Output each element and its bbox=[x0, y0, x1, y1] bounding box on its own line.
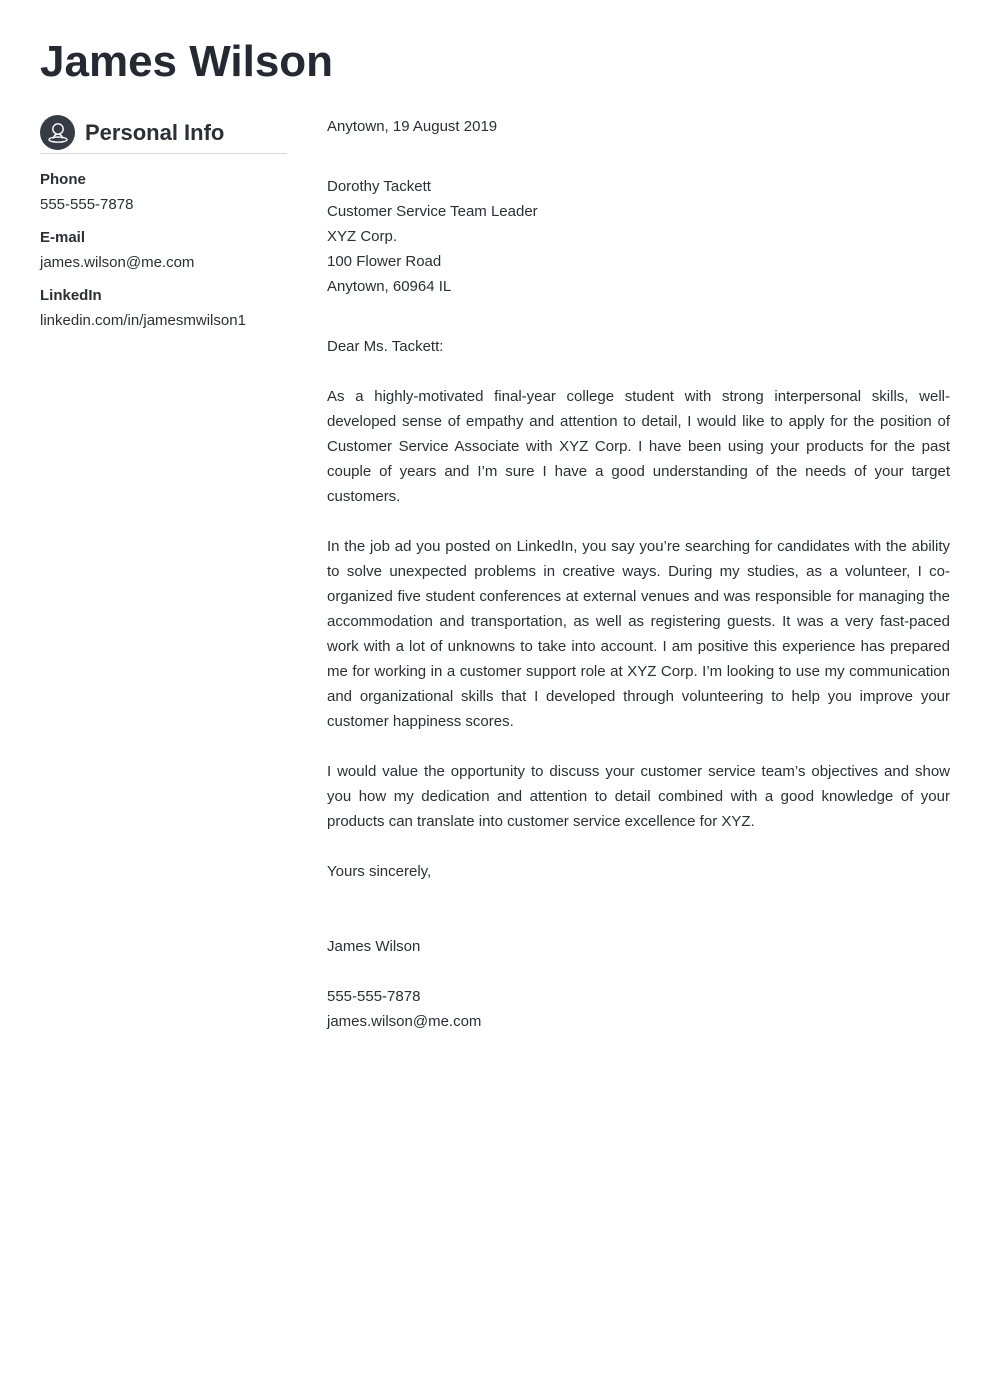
phone-info bbox=[40, 167, 287, 217]
recipient-name: Dorothy Tackett bbox=[327, 178, 431, 195]
salutation: Dear Ms. Tackett: bbox=[327, 338, 444, 355]
recipient-address bbox=[327, 174, 950, 299]
recipient-company: XYZ Corp. bbox=[327, 228, 398, 245]
body-paragraph-2: In the job ad you posted on LinkedIn, you say you’re searching for candidates with the ability to solve unexpected problems in creative ways. During my studies, as a volunteer, I co-organized five student conferences at external venues and was responsible for managing the accommodation and transportation, as well as registering guests. It was a very fast-paced work with a lot of unknowns to take into account. I am positive this experience has prepared me for working in a customer support role at XYZ Corp. I’m looking to use my communication and organizational skills that I developed through volunteering to help you improve your customer happiness scores. bbox=[327, 538, 950, 730]
recipient-title: Customer Service Team Leader bbox=[327, 203, 538, 220]
email-value: james.wilson@me.com bbox=[40, 254, 195, 271]
signature-phone: 555-555-7878 bbox=[327, 988, 421, 1005]
applicant-name: James Wilson bbox=[40, 37, 334, 86]
closing: Yours sincerely, bbox=[327, 863, 432, 880]
recipient-street: 100 Flower Road bbox=[327, 253, 442, 270]
recipient-city: Anytown, 60964 IL bbox=[327, 278, 452, 295]
phone-value: 555-555-7878 bbox=[40, 196, 134, 213]
personal-info-header bbox=[40, 114, 287, 154]
signature-name: James Wilson bbox=[327, 938, 421, 955]
email-label: E-mail bbox=[40, 229, 86, 246]
signature-email: james.wilson@me.com bbox=[327, 1013, 482, 1030]
date-line: Anytown, 19 August 2019 bbox=[327, 118, 498, 135]
personal-info-title: Personal Info bbox=[85, 119, 225, 145]
body-paragraph-3: I would value the opportunity to discuss your customer service team’s objectives and show you how my dedication and attention to detail combined with a good knowledge of your products can translate into customer service excellence for XYZ. bbox=[327, 763, 950, 830]
person-icon bbox=[40, 115, 75, 150]
body-paragraph-1: As a highly-motivated final-year college student with strong interpersonal skills, well-developed sense of empathy and attention to detail, I would like to apply for the position of Customer Service Associate with XYZ Corp. I have been using your products for the past couple of years and I’m sure I have a good understanding of the needs of your target customers. bbox=[327, 388, 950, 505]
email-info bbox=[40, 225, 287, 275]
linkedin-info bbox=[40, 283, 287, 333]
phone-label: Phone bbox=[40, 171, 86, 188]
letter-body bbox=[327, 114, 950, 1034]
linkedin-value: linkedin.com/in/jamesmwilson1 bbox=[40, 312, 246, 329]
linkedin-label: LinkedIn bbox=[40, 287, 102, 304]
personal-info-sidebar bbox=[40, 114, 287, 333]
